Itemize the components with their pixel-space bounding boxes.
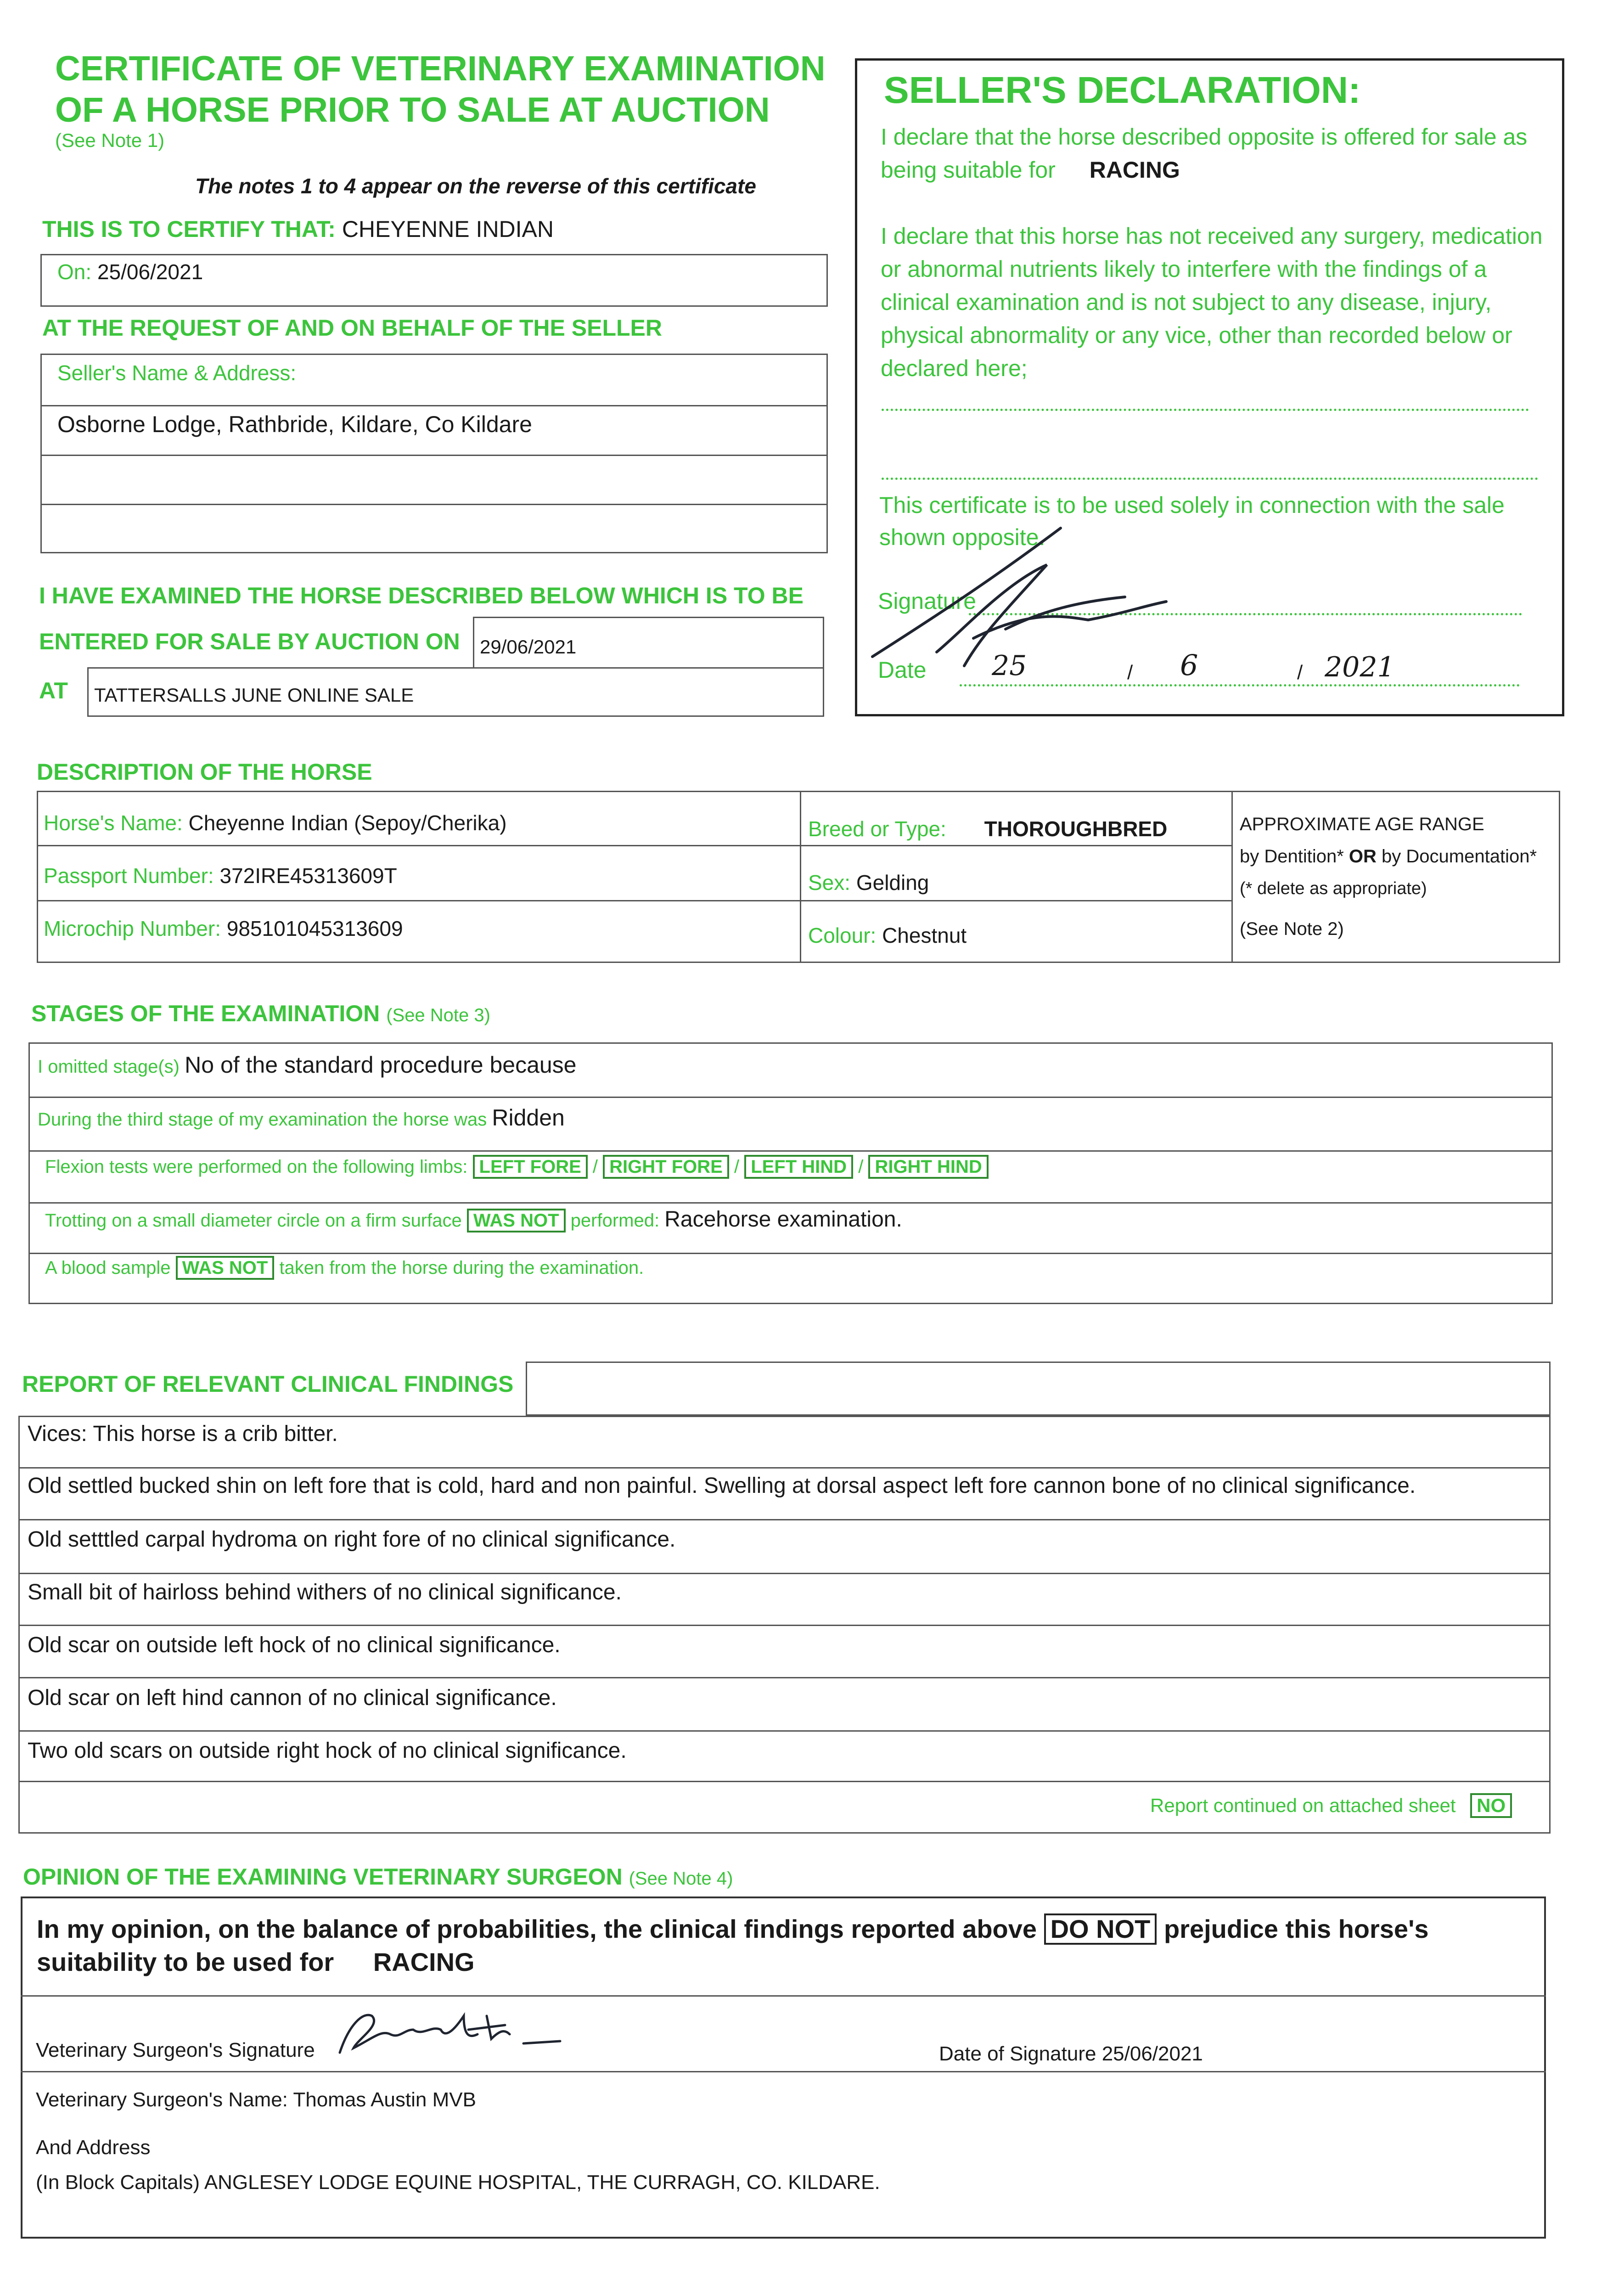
report-rule-2 bbox=[18, 1519, 1551, 1520]
blood-row bbox=[45, 1256, 644, 1280]
description-rule-1 bbox=[37, 845, 1231, 846]
report-continued-row bbox=[1150, 1793, 1512, 1818]
sex-label: Sex: bbox=[808, 871, 851, 895]
seller-label: Seller's Name & Address: bbox=[57, 361, 297, 385]
sex-row bbox=[808, 870, 929, 895]
passport-label: Passport Number: bbox=[44, 864, 214, 888]
report-rule-7 bbox=[18, 1781, 1551, 1782]
date-of-signature-row bbox=[939, 2043, 1203, 2065]
vet-address-row bbox=[36, 2171, 880, 2194]
blood-box: WAS NOT bbox=[176, 1256, 275, 1280]
declaration-dotline-1 bbox=[882, 409, 1529, 411]
date-month: 6 bbox=[1180, 648, 1198, 682]
limb-slash: / bbox=[734, 1157, 740, 1177]
stages-rule-3 bbox=[28, 1202, 1553, 1204]
colour-label: Colour: bbox=[808, 923, 877, 947]
seller-rule-1 bbox=[40, 405, 828, 406]
omitted-row bbox=[38, 1052, 577, 1078]
passport-row bbox=[44, 863, 397, 888]
vet-name-value: Thomas Austin MVB bbox=[293, 2088, 476, 2111]
trotting-value: Racehorse examination. bbox=[664, 1207, 902, 1232]
examined-line-1: I HAVE EXAMINED THE HORSE DESCRIBED BELOW WHICH IS TO BE bbox=[39, 583, 804, 608]
limb-left-hind: LEFT HIND bbox=[744, 1155, 853, 1179]
declaration-dotline-2 bbox=[882, 478, 1538, 480]
on-date-row bbox=[57, 259, 203, 284]
vet-address-label: And Address bbox=[36, 2136, 151, 2159]
stages-rule-1 bbox=[28, 1097, 1553, 1098]
notes-line: The notes 1 to 4 appear on the reverse of this certificate bbox=[195, 174, 756, 198]
age-note: (See Note 2) bbox=[1240, 919, 1344, 939]
vet-name-row bbox=[36, 2088, 476, 2111]
opinion-line1-a: In my opinion, on the balance of probabilities, the clinical findings reported above bbox=[37, 1914, 1037, 1943]
passport-value: 372IRE45313609T bbox=[219, 864, 397, 888]
age-or: OR bbox=[1349, 846, 1377, 867]
limb-slash: / bbox=[592, 1157, 598, 1177]
stages-see-note: (See Note 3) bbox=[386, 1005, 490, 1025]
age-by-dentition: by Dentition* bbox=[1240, 846, 1344, 867]
stages-rule-4 bbox=[28, 1253, 1553, 1254]
third-stage-value: Ridden bbox=[492, 1105, 565, 1131]
limb-right-hind: RIGHT HIND bbox=[868, 1155, 988, 1179]
vet-address-value: ANGLESEY LODGE EQUINE HOSPITAL, THE CURRAGH, CO. KILDARE. bbox=[204, 2171, 880, 2194]
vet-address-prefix: (In Block Capitals) bbox=[36, 2171, 200, 2194]
horse-name-value: Cheyenne Indian (Sepoy/Cherika) bbox=[188, 811, 507, 835]
report-continued-value: NO bbox=[1470, 1793, 1512, 1818]
stages-heading: STAGES OF THE EXAMINATION bbox=[31, 1001, 380, 1026]
description-col-2 bbox=[1231, 791, 1233, 963]
finding-item: Old settled bucked shin on left fore that is cold, hard and non painful. Swelling at dorsal aspect left fore cannon bone of no clinical significance. bbox=[28, 1474, 1416, 1498]
finding-item: Old setttled carpal hydroma on right fore of no clinical significance. bbox=[28, 1527, 676, 1552]
trotting-after: performed: bbox=[570, 1210, 660, 1231]
omitted-value: No of the standard procedure because bbox=[185, 1052, 577, 1078]
third-stage-row bbox=[38, 1104, 565, 1131]
date-of-signature-label: Date of Signature bbox=[939, 2043, 1096, 2065]
declaration-p3-line1: This certificate is to be used solely in connection with the sale bbox=[879, 492, 1505, 518]
horse-name-row bbox=[44, 810, 507, 835]
date-dotline bbox=[960, 684, 1520, 687]
date-year: 2021 bbox=[1325, 651, 1395, 683]
see-note-1: (See Note 1) bbox=[55, 129, 165, 151]
vet-name-label: Veterinary Surgeon's Name: bbox=[36, 2088, 288, 2111]
finding-item: Small bit of hairloss behind withers of no clinical significance. bbox=[28, 1580, 622, 1604]
limb-left-fore: LEFT FORE bbox=[473, 1155, 588, 1179]
date-label: Date bbox=[878, 657, 927, 683]
report-heading-box bbox=[526, 1362, 1551, 1416]
age-by-documentation: by Documentation* bbox=[1382, 846, 1537, 867]
signature-label: Signature bbox=[878, 588, 977, 614]
declaration-p2-line4: physical abnormality or any vice, other than recorded below or bbox=[881, 322, 1512, 348]
on-label: On: bbox=[57, 260, 92, 284]
auction-date: 29/06/2021 bbox=[480, 636, 577, 658]
declaration-p1-line2: being suitable for bbox=[881, 157, 1056, 183]
sex-value: Gelding bbox=[856, 871, 929, 895]
breed-row bbox=[808, 816, 1167, 841]
stages-heading-row bbox=[31, 1000, 490, 1027]
third-stage-label: During the third stage of my examination the horse was bbox=[38, 1109, 487, 1130]
finding-item: Old scar on outside left hock of no clinical significance. bbox=[28, 1633, 561, 1657]
seller-rule-3 bbox=[40, 504, 828, 505]
certify-label: THIS IS TO CERTIFY THAT: bbox=[42, 216, 336, 242]
at-label: AT bbox=[39, 678, 68, 703]
declaration-p2-line5: declared here; bbox=[881, 355, 1028, 381]
report-rule-5 bbox=[18, 1677, 1551, 1678]
declaration-p2-line2: or abnormal nutrients likely to interfere with the findings of a bbox=[881, 256, 1487, 282]
description-rule-2 bbox=[37, 900, 1231, 901]
trotting-row bbox=[45, 1207, 902, 1232]
description-heading: DESCRIPTION OF THE HORSE bbox=[37, 759, 372, 785]
breed-value: THOROUGHBRED bbox=[984, 817, 1168, 841]
report-rule-6 bbox=[18, 1730, 1551, 1732]
flexion-row bbox=[45, 1155, 989, 1179]
date-sep-1: / bbox=[1127, 661, 1133, 684]
flexion-label: Flexion tests were performed on the following limbs: bbox=[45, 1157, 468, 1177]
microchip-row bbox=[44, 916, 403, 941]
vet-signature-label: Veterinary Surgeon's Signature bbox=[36, 2039, 315, 2061]
seller-address: Osborne Lodge, Rathbride, Kildare, Co Kildare bbox=[57, 411, 532, 437]
limb-slash: / bbox=[858, 1157, 864, 1177]
declaration-p1 bbox=[881, 120, 1527, 186]
declaration-title: SELLER'S DECLARATION: bbox=[884, 69, 1361, 111]
certify-horse: CHEYENNE INDIAN bbox=[342, 216, 554, 242]
colour-row bbox=[808, 923, 967, 948]
opinion-heading: OPINION OF THE EXAMINING VETERINARY SURGEON bbox=[23, 1864, 623, 1890]
microchip-label: Microchip Number: bbox=[44, 917, 221, 940]
declaration-p2 bbox=[881, 219, 1543, 385]
report-continued-label: Report continued on attached sheet bbox=[1150, 1795, 1456, 1816]
colour-value: Chestnut bbox=[882, 923, 967, 947]
certificate-title bbox=[55, 48, 826, 131]
opinion-line2: suitability to be used for bbox=[37, 1947, 334, 1976]
finding-item: Vices: This horse is a crib bitter. bbox=[28, 1422, 338, 1446]
certify-row bbox=[42, 216, 554, 242]
opinion-purpose: RACING bbox=[373, 1947, 475, 1976]
report-rule-3 bbox=[18, 1573, 1551, 1574]
declaration-p1-line1: I declare that the horse described opposite is offered for sale as bbox=[881, 124, 1528, 150]
title-line-2: OF A HORSE PRIOR TO SALE AT AUCTION bbox=[55, 90, 770, 129]
vet-signature bbox=[331, 1998, 569, 2066]
report-heading: REPORT OF RELEVANT CLINICAL FINDINGS bbox=[22, 1371, 514, 1397]
date-sep-2: / bbox=[1297, 661, 1303, 684]
opinion-rule-2 bbox=[21, 2071, 1546, 2072]
stages-rule-2 bbox=[28, 1150, 1553, 1152]
age-title: APPROXIMATE AGE RANGE bbox=[1240, 814, 1484, 834]
report-rule-4 bbox=[18, 1625, 1551, 1626]
examined-line-2: ENTERED FOR SALE BY AUCTION ON bbox=[39, 629, 460, 654]
date-of-signature-value: 25/06/2021 bbox=[1101, 2043, 1203, 2065]
breed-label: Breed or Type: bbox=[808, 817, 946, 841]
age-range-cell bbox=[1240, 808, 1537, 945]
finding-item: Two old scars on outside right hock of no clinical significance. bbox=[28, 1739, 627, 1763]
blood-after: taken from the horse during the examination. bbox=[279, 1258, 644, 1278]
opinion-do-not-box: DO NOT bbox=[1044, 1913, 1157, 1945]
opinion-heading-row bbox=[23, 1863, 733, 1890]
age-delete: (* delete as appropriate) bbox=[1240, 879, 1427, 898]
report-rule-1 bbox=[18, 1467, 1551, 1469]
declaration-p3-line2: shown opposite. bbox=[879, 524, 1045, 550]
seller-rule-2 bbox=[40, 455, 828, 456]
omitted-label: I omitted stage(s) bbox=[38, 1057, 180, 1077]
blood-label: A blood sample bbox=[45, 1258, 171, 1278]
declaration-p2-line3: clinical examination and is not subject to any disease, injury, bbox=[881, 289, 1492, 315]
trotting-label: Trotting on a small diameter circle on a firm surface bbox=[45, 1210, 462, 1231]
sale-name: TATTERSALLS JUNE ONLINE SALE bbox=[94, 684, 414, 706]
date-day: 25 bbox=[992, 650, 1027, 682]
seller-signature bbox=[868, 514, 1217, 680]
opinion-see-note: (See Note 4) bbox=[629, 1868, 733, 1889]
declaration-purpose: RACING bbox=[1089, 157, 1180, 183]
declaration-p2-line1: I declare that this horse has not received any surgery, medication bbox=[881, 223, 1543, 249]
on-value: 25/06/2021 bbox=[97, 260, 203, 284]
request-label: AT THE REQUEST OF AND ON BEHALF OF THE SELLER bbox=[42, 315, 662, 341]
title-line-1: CERTIFICATE OF VETERINARY EXAMINATION bbox=[55, 49, 826, 88]
limb-right-fore: RIGHT FORE bbox=[603, 1155, 729, 1179]
description-col-1 bbox=[800, 791, 801, 963]
opinion-line1-b: prejudice this horse's bbox=[1163, 1914, 1429, 1943]
opinion-rule-1 bbox=[21, 1995, 1546, 1997]
trotting-box: WAS NOT bbox=[467, 1209, 566, 1232]
opinion-statement bbox=[37, 1913, 1538, 1979]
microchip-value: 985101045313609 bbox=[226, 917, 403, 940]
finding-item: Old scar on left hind cannon of no clinical significance. bbox=[28, 1686, 557, 1710]
horse-name-label: Horse's Name: bbox=[44, 811, 183, 835]
